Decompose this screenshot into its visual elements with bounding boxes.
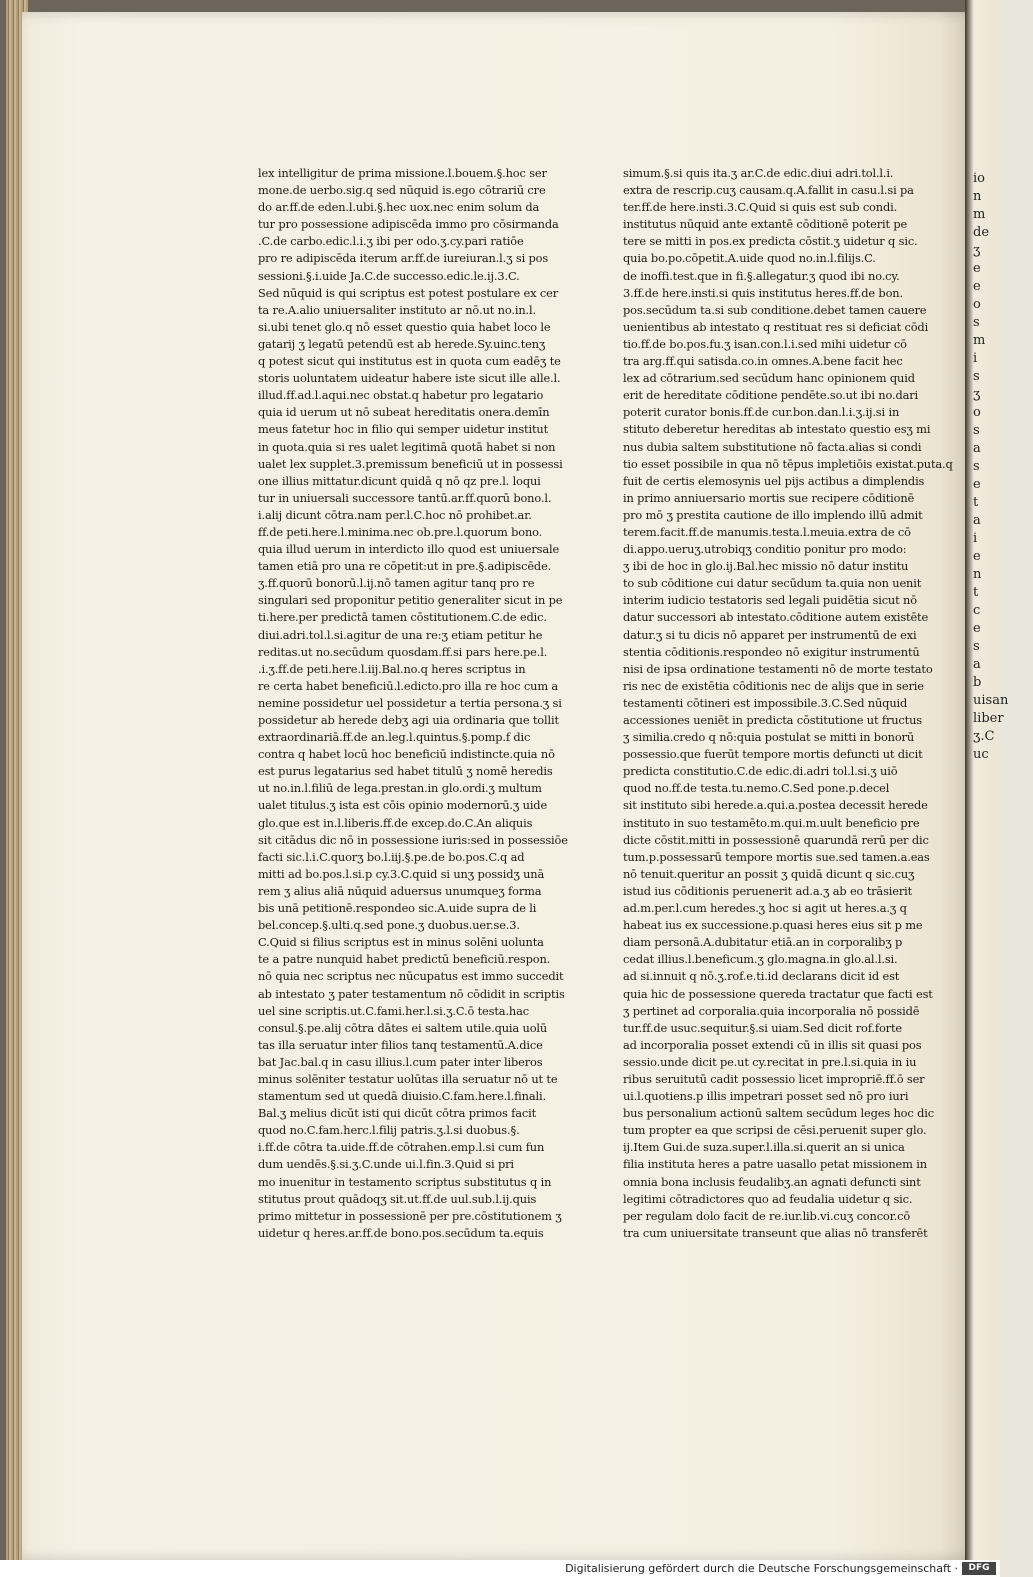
text-line: ad.m.per.l.cum heredes.ʒ hoc si agit ut heres.a.ʒ q (623, 901, 907, 916)
facing-page-fragment: a (973, 657, 981, 672)
right-text-column (623, 165, 953, 1242)
text-line: habeat ius ex successione.p.quasi heres eius sit p me (623, 918, 923, 933)
text-line: ti.here.per predictā tamen cōstitutionem.C.de edic. (258, 610, 547, 625)
text-line: diui.adri.tol.l.si.agitur de una re:ʒ etiam petitur he (258, 627, 543, 642)
text-line: illud.ff.ad.l.aqui.nec obstat.q habetur pro legatario (258, 388, 544, 403)
text-line: ter.ff.de here.insti.3.C.Quid si quis est sub condi. (623, 200, 898, 215)
text-line: stentia cōditionis.respondeo nō exigitur instrumentū (623, 644, 920, 659)
text-line: dum uendēs.§.si.ʒ.C.unde ui.l.fin.3.Quid si pri (258, 1157, 514, 1172)
text-line: ui.l.quotiens.p illis impetrari posset sed nō pro iuri (623, 1089, 909, 1104)
facing-page-fragment: i (973, 531, 978, 546)
facing-page-fragment: b (973, 675, 982, 690)
text-line: bus personalium actionū saltem secūdum leges hoc dic (623, 1106, 934, 1121)
text-line: nus dubia saltem substitutione nō facta.alias si condi (623, 439, 922, 454)
facing-page-fragment: a (973, 513, 981, 528)
text-line: filia instituta heres a patre uasallo petat missionem in (623, 1157, 927, 1172)
facing-page-fragment: i (973, 351, 978, 366)
text-line: cedat illius.l.beneficum.ʒ glo.magna.in glo.al.l.si. (623, 952, 898, 967)
text-line: datur successori ab intestato.cōditione autem existēte (623, 610, 929, 625)
text-line: ut no.in.l.filiū de lega.prestan.in glo.ordi.ʒ multum (258, 781, 542, 796)
text-line: ij.Item Gui.de suza.super.l.illa.si.querit an si unica (623, 1140, 905, 1155)
facing-page-fragment: m (973, 333, 986, 348)
text-line: uel sine scriptis.ut.C.fami.her.l.si.ʒ.C.ō testa.hac (258, 1003, 529, 1018)
text-line: quod no.C.fam.herc.l.filij patris.ʒ.l.si duobus.§. (258, 1123, 520, 1138)
text-line: bis unā petitionē.respondeo sic.A.uide supra de li (258, 901, 537, 916)
text-line: gatarij ʒ legatū petendū est ab herede.Sy.uinc.tenʒ (258, 336, 546, 351)
text-line: di.appo.ueruʒ.utrobiqʒ conditio ponitur pro modo: (623, 542, 907, 557)
text-line: possidetur ab herede debʒ agi uia ordinaria que tollit (258, 713, 559, 727)
text-line: extraordinariā.ff.de an.leg.l.quintus.§.pomp.f dic (258, 730, 531, 745)
facing-page-fragment: s (973, 459, 980, 474)
text-line: terem.facit.ff.de manumis.testa.l.meuia.extra de cō (623, 524, 911, 539)
text-line: extra de rescrip.cuʒ causam.q.A.fallit in casu.l.si pa (623, 183, 914, 198)
text-line: tio esset possibile in qua nō tēpus impletiōis existat.puta.q (623, 456, 953, 471)
text-line: sessio.unde dicit pe.ut cy.recitat in pre.l.si.quia in iu (623, 1054, 917, 1069)
text-line: de inoffi.test.que in fi.§.allegatur.ʒ quod ibi no.cy. (623, 268, 900, 283)
facing-page-fragment: e (973, 549, 981, 564)
text-line: fuit de certis elemosynis uel pijs actibus a dimplendis (623, 473, 925, 488)
facing-page-fragment: de (973, 225, 990, 240)
text-line: Sed nūquid is qui scriptus est potest postulare ex cer (258, 285, 558, 300)
text-line: lex ad cōtrarium.sed secūdum hanc opinionem quid (623, 371, 915, 386)
facing-page-fragment: o (973, 297, 981, 312)
text-line: lex intelligitur de prima missione.l.bouem.§.hoc ser (258, 166, 547, 180)
facing-page-fragment: liber (973, 711, 1004, 726)
text-line: tum.p.possessarū tempore mortis sue.sed tamen.a.eas (623, 849, 930, 864)
text-line: sit citādus dic nō in possessione iuris:sed in possessiōe (258, 832, 568, 847)
text-line: in quota.quia si res ualet legitimā quotā habet si non (258, 439, 556, 454)
text-line: interim iudicio testatoris sed legali puidētia sicut nō (623, 593, 917, 608)
footer-credit-text: Digitalisierung gefördert durch die Deutsche Forschungsgemeinschaft · (565, 1562, 958, 1575)
facing-page-fragment: n (973, 567, 982, 582)
text-line: quia id uerum ut nō subeat hereditatis onera.demīn (258, 405, 550, 420)
text-line: tra arg.ff.qui satisda.co.in omnes.A.bene facit hec (623, 354, 903, 369)
text-line: diam personā.A.dubitatur etiā.an in corporalibʒ p (623, 935, 903, 950)
text-line: tur pro possessione adipiscēda immo pro cōsirmanda (258, 217, 559, 232)
text-line: minus solēniter testatur uolūtas illa seruatur nō ut te (258, 1071, 558, 1086)
text-line: nō tenuit.queritur an possit ʒ quidā dicunt q sic.cuʒ (623, 866, 915, 881)
facing-page-fragment: ʒ (973, 387, 981, 402)
text-line: tur in uniuersali successore tantū.ar.ff.quorū bono.l. (258, 490, 552, 505)
text-line: ad si.innuit q nō.ʒ.rof.e.ti.id declarans dicit id est (623, 969, 900, 984)
text-line: te a patre nunquid habet predictū beneficiū.respon. (258, 952, 551, 967)
text-line: bel.concep.§.ulti.q.sed pone.ʒ duobus.uer.se.3. (258, 918, 520, 933)
text-line: ʒ pertinet ad corporalia.quia incorporalia nō possidē (623, 1003, 920, 1018)
text-line: mone.de uerbo.sig.q sed nūquid is.ego cōtrariū cre (258, 183, 546, 198)
facing-page-fragment: m (973, 207, 986, 222)
text-line: sessioni.§.i.uide Ja.C.de successo.edic.le.ij.3.C. (258, 268, 520, 283)
text-line: quod no.ff.de testa.tu.nemo.C.Sed pone.p.decel (623, 781, 890, 796)
text-line: facti sic.l.i.C.quorʒ bo.l.iij.§.pe.de bo.pos.C.q ad (258, 849, 525, 864)
text-line: do ar.ff.de eden.l.ubi.§.hec uox.nec enim solum da (258, 200, 540, 215)
text-line: est purus legatarius sed habet titulū ʒ nomē heredis (258, 764, 553, 779)
facing-page-fragment: t (973, 495, 979, 510)
text-line: possessio.que fuerūt tempore mortis defuncti ut dicit (623, 747, 923, 762)
text-line: tere se mitti in pos.ex predicta cōstit.ʒ uidetur q sic. (623, 234, 918, 249)
text-line: i.alij dicunt cōtra.nam per.l.C.hoc nō prohibet.ar. (258, 507, 532, 522)
text-line: consul.§.pe.alij cōtra dātes ei saltem utile.quia uolū (258, 1020, 548, 1035)
facing-page-edge (965, 0, 1009, 1560)
facing-page-fragment: e (973, 477, 981, 492)
facing-page-fragment: n (973, 189, 982, 204)
text-line: si.ubi tenet glo.q nō esset questio quia habet loco le (258, 319, 551, 334)
facing-page-fragment: s (973, 315, 980, 330)
text-line: per regulam dolo facit de re.iur.lib.vi.cuʒ concor.cō (623, 1208, 911, 1223)
text-line: erit de hereditate cōditione pendēte.so.ut ibi no.dari (623, 388, 919, 403)
text-line: meus fatetur hoc in filio qui semper uidetur institut (258, 422, 549, 437)
facing-page-fragment: e (973, 621, 981, 636)
text-line: .i.ʒ.ff.de peti.here.l.iij.Bal.no.q heres scriptus in (258, 661, 526, 676)
facing-page-fragment: e (973, 261, 981, 276)
text-line: Bal.ʒ melius dicūt isti qui dicūt cōtra primos facit (258, 1106, 537, 1121)
facing-page-fragment: a (973, 441, 981, 456)
text-line: C.Quid si filius scriptus est in minus solēni uolunta (258, 935, 544, 950)
text-line: stamentum sed ut quedā diuisio.C.fam.here.l.finali. (258, 1089, 546, 1104)
text-line: stituto deberetur hereditas ab intestato questio esʒ mi (623, 422, 931, 437)
text-line: in primo anniuersario mortis sue recipere cōditionē (623, 490, 915, 505)
text-line: ualet lex supplet.3.premissum beneficiū ut in possessi (258, 456, 563, 471)
text-line: nemine possidetur uel possidetur a tertia persona.ʒ si (258, 695, 562, 710)
text-line: testamenti cōtineri est impossibile.3.C.Sed nūquid (623, 695, 908, 710)
text-line: one illius mittatur.dicunt quidā q nō qz pre.l. loqui (258, 473, 541, 488)
text-line: ff.de peti.here.l.minima.nec ob.pre.l.quorum bono. (258, 524, 543, 539)
text-line: legitimi cōtradictores quo ad feudalia uidetur q sic. (623, 1191, 913, 1206)
text-line: accessiones ueniēt in predicta cōstitutione ut fructus (623, 713, 922, 727)
facing-page-fragment: s (973, 369, 980, 384)
text-line: bat Jac.bal.q in casu illius.l.cum pater inter liberos (258, 1054, 543, 1069)
text-line: instituto in suo testamēto.m.qui.m.uult beneficio pre (623, 815, 920, 830)
text-line: contra q habet locū hoc beneficiū indistincte.quia nō (258, 747, 555, 762)
text-line: istud ius cōditionis peruenerit ad.a.ʒ ab eo trāsierit (623, 883, 913, 898)
text-line: nō quia nec scriptus nec nūcupatus est immo succedit (258, 969, 564, 984)
text-line: singulari sed proponitur petitio generaliter sicut in pe (258, 593, 563, 608)
text-line: to sub cōditione cui datur secūdum ta.quia non uenit (623, 576, 922, 591)
text-line: re certa habet beneficiū.l.edicto.pro illa re hoc cum a (258, 678, 559, 693)
text-line: mitti ad bo.pos.l.si.p cy.3.C.quid si unʒ possidʒ unā (258, 866, 545, 881)
text-line: mo inuenitur in testamento scriptus substitutus q in (258, 1174, 552, 1189)
facing-page-fragment: c (973, 603, 981, 618)
facing-page-text-fragments (973, 170, 1033, 764)
text-line: ad incorporalia posset extendi cū in illis sit quasi pos (623, 1037, 922, 1052)
text-line: stitutus prout quādoqʒ sit.ut.ff.de uul.sub.l.ij.quis (258, 1191, 537, 1206)
facing-page-fragment: s (973, 423, 980, 438)
text-line: primo mittetur in possessionē per pre.cōstitutionem ʒ (258, 1208, 562, 1223)
facing-page-fragment: s (973, 639, 980, 654)
text-line: tas illa seruatur inter filios tanq testamentū.A.dice (258, 1037, 543, 1052)
text-line: storis uoluntatem uideatur habere iste sicut ille alle.l. (258, 371, 561, 386)
text-line: ab intestato ʒ pater testamentum nō cōdidit in scriptis (258, 986, 565, 1001)
text-line: pro mō ʒ prestita cautione de illo implendo illū admit (623, 507, 923, 522)
facing-page-fragment: o (973, 405, 981, 420)
text-line: nisi de ipsa ordinatione testamenti nō de morte testato (623, 661, 933, 676)
text-line: datur.ʒ si tu dicis nō apparet per instrumentū de exi (623, 627, 917, 642)
text-line: q potest sicut qui institutus est in quota cum eadēʒ te (258, 354, 561, 369)
text-line: dicte cōstit.mitti in possessionē quarundā rerū per dic (623, 832, 929, 847)
text-line: uidetur q heres.ar.ff.de bono.pos.secūdum ta.equis (258, 1225, 544, 1240)
text-line: ta re.A.alio uniuersaliter instituto ar nō.ut no.in.l. (258, 302, 536, 317)
text-line: ʒ similia.credo q nō:quia postulat se mitti in bonorū (623, 730, 915, 745)
text-line: quia hic de possessione quereda tractatur que facti est (623, 986, 933, 1001)
left-text-column (258, 165, 568, 1242)
facing-page-fragment: ʒ (973, 243, 981, 258)
text-line: tio.ff.de bo.pos.fu.ʒ isan.con.l.i.sed mihi uidetur cō (623, 336, 907, 351)
text-line: pos.secūdum ta.si sub conditione.debet tamen cauere (623, 302, 927, 317)
text-line: i.ff.de cōtra ta.uide.ff.de cōtrahen.emp.l.si cum fun (258, 1140, 545, 1155)
text-line: glo.que est in.l.liberis.ff.de excep.do.C.An aliquis (258, 815, 533, 830)
facing-page-fragment: io (973, 171, 985, 186)
text-line: omnia bona inclusis feudalibʒ.an agnati defuncti sint (623, 1174, 921, 1189)
text-line: 3.ff.de here.insti.si quis institutus heres.ff.de bon. (623, 285, 903, 300)
facing-page-fragment: ʒ.C (973, 729, 995, 744)
text-line: pro re adipiscēda iterum ar.ff.de iureiuran.l.ʒ si pos (258, 251, 549, 266)
text-line: ualet titulus.ʒ ista est cōis opinio modernorū.ʒ uide (258, 798, 548, 813)
text-line: ribus seruitutū cadit possessio licet impropriē.ff.ō ser (623, 1071, 925, 1086)
text-line: ʒ.ff.quorū bonorū.l.ij.nō tamen agitur tanq pro re (258, 576, 535, 591)
digitization-footer (0, 1560, 1000, 1577)
text-line: quia illud uerum in interdicto illo quod est uniuersale (258, 542, 560, 557)
text-line: predicta constitutio.C.de edic.di.adri tol.l.si.ʒ uiō (623, 764, 898, 779)
text-line: ʒ ibi de hoc in glo.ij.Bal.hec missio nō datur institu (623, 559, 909, 574)
text-line: institutus nūquid ante extantē cōditionē poterit pe (623, 217, 908, 232)
text-line: quia bo.po.cōpetit.A.uide quod no.in.l.filijs.C. (623, 251, 876, 266)
facing-page-fragment: uisan (973, 693, 1009, 708)
text-line: ris nec de existētia cōditionis nec de alijs que in serie (623, 678, 924, 693)
text-line: reditas.ut no.secūdum quosdam.ff.si pars here.pe.l. (258, 644, 548, 659)
text-line: uenientibus ab intestato q restituat res si deficiat cōdi (623, 319, 929, 334)
text-line: poterit curator bonis.ff.de cur.bon.dan.l.i.ʒ.ij.si in (623, 405, 900, 420)
text-line: .C.de carbo.edic.l.i.ʒ ibi per odo.ʒ.cy.pari ratiōe (258, 234, 524, 249)
facing-page-fragment: uc (973, 747, 989, 762)
text-line: rem ʒ alius aliā nūquid aduersus unumqueʒ forma (258, 883, 542, 898)
text-line: simum.§.si quis ita.ʒ ar.C.de edic.diui adri.tol.l.i. (623, 166, 894, 180)
text-line: sit instituto sibi herede.a.qui.a.postea decessit herede (623, 798, 928, 813)
text-line: tamen etiā pro una re cōpetit:ut in pre.§.adipiscēde. (258, 559, 552, 574)
text-line: tum propter ea que scripsi de cēsi.peruenit super glo. (623, 1123, 927, 1138)
facing-page-fragment: t (973, 585, 979, 600)
facing-page-fragment: e (973, 279, 981, 294)
dfg-logo: DFG (962, 1562, 996, 1575)
text-line: tur.ff.de usuc.sequitur.§.si uiam.Sed dicit rof.forte (623, 1020, 902, 1035)
text-line: tra cum uniuersitate transeunt que alias nō transferēt (623, 1225, 928, 1240)
